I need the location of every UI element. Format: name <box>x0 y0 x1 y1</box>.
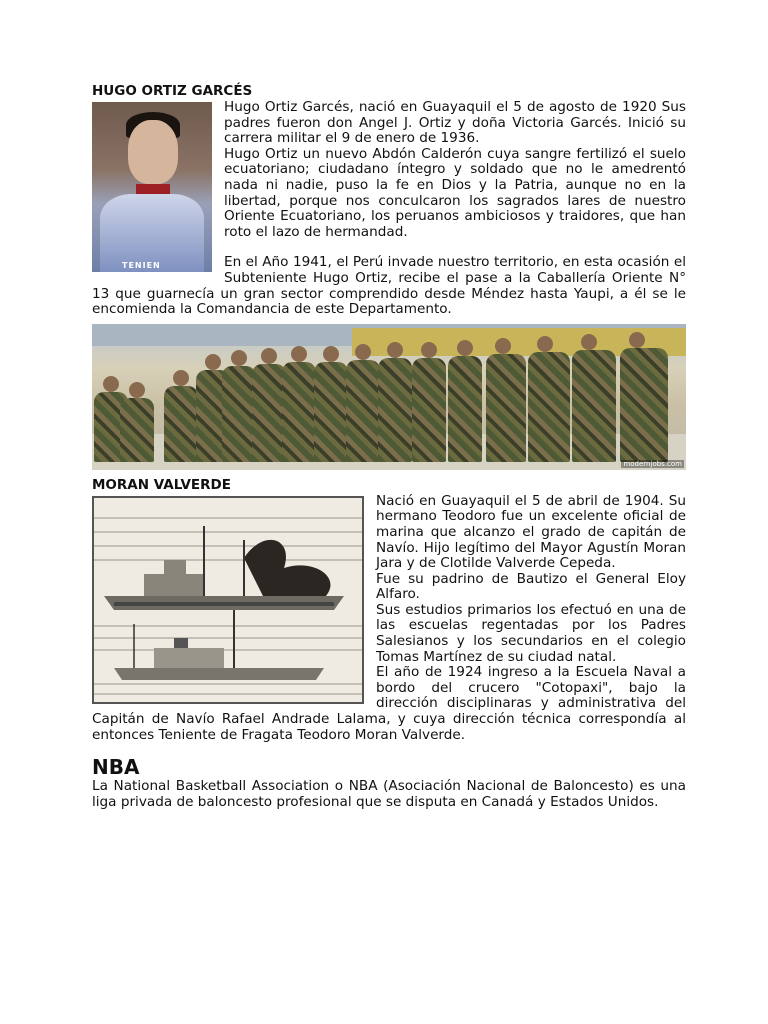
heading-moran-valverde: MORAN VALVERDE <box>92 476 231 493</box>
document-page <box>92 82 686 810</box>
ship-illustration <box>92 496 364 704</box>
paragraph-moran-godfather: Fue su padrino de Bautizo el General Eloy Alfaro. <box>376 570 686 603</box>
paragraph-hugo-birth: Hugo Ortiz Garcés, nació en Guayaquil el 5 de agosto de 1920 Sus padres fueron don Angel J. Ortiz y doña Victoria Garcés. Inició su carrera militar el 9 de enero de 1936. <box>224 99 686 147</box>
heading-nba: NBA <box>92 755 140 780</box>
paragraph-hugo-hero: Hugo Ortiz un nuevo Abdón Calderón cuya sangre fertilizó el suelo ecuatoriano; ciudadano íntegro y soldado que no le amedrentó nada ni nadie, puso la fe en Dios y la Patria, aunque no en la libertad, porque nos conculcaron los sagrados lares de nuestro Oriente Ecuatoriano, los peruanos ambiciosos y traidores, que han roto el lazo de hermandad. <box>224 145 686 240</box>
paragraph-moran-birth: Nació en Guayaquil el 5 de abril de 1904. Su hermano Teodoro fue un excelente oficial de marina que alcanzo el grado de capitán de Navío. Hijo legítimo del Mayor Agustín Moran Jara y de Clotilde Valverde Cepeda. <box>376 492 686 572</box>
paragraph-moran-studies: Sus estudios primarios los efectuó en una de las escuelas regentadas por los Padres Salesianos y los secundarios en el colegio Tomas Martínez de su ciudad natal. <box>376 601 686 665</box>
paragraph-moran-naval: El año de 1924 ingreso a la Escuela Naval a bordo del crucero "Cotopaxi", bajo la dirección disciplinaras y administrativa del Capitán de Navío Rafael Andrade Lalama, y cuya dirección técnica correspondía al entonces Teniente de Fragata Teodoro Moran Valverde. <box>92 664 686 743</box>
portrait-caption: TENIEN <box>122 261 161 270</box>
ship-drawing-icon <box>94 498 362 702</box>
paragraph-nba: La National Basketball Association o NBA (Asociación Nacional de Baloncesto) es una liga privada de baloncesto profesional que se disputa en Canadá y Estados Unidos. <box>92 778 686 810</box>
photo-watermark: modernjobs.com <box>623 459 682 468</box>
paragraph-hugo-1941: En el Año 1941, el Perú invade nuestro territorio, en esta ocasión el Subteniente Hugo Ortiz, recibe el pase a la Caballería Oriente N° 13 que guarnecía un gran sector comprendido desde Méndez hasta Yaupi, a él se le encomienda la Comandancia de este Departamento. <box>92 254 686 318</box>
portrait-photo-hugo-ortiz <box>92 102 212 272</box>
heading-hugo-ortiz: HUGO ORTIZ GARCÉS <box>92 83 253 99</box>
soldiers-photo <box>92 324 686 470</box>
